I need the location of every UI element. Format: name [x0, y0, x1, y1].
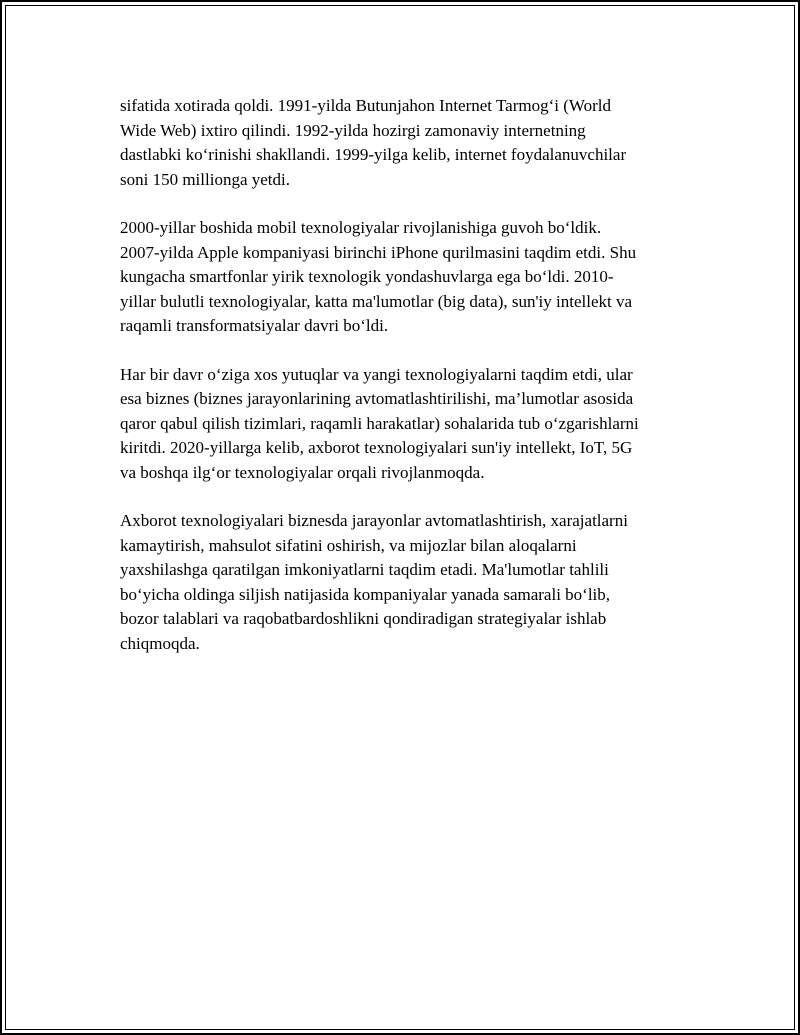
text-line: chiqmoqda. — [120, 633, 200, 653]
text-line: qaror qabul qilish tizimlari, raqamli harakatlar) sohalarida tub o‘zgarishlarni — [120, 413, 639, 433]
text-line: dastlabki ko‘rinishi shakllandi. 1999-yilga kelib, internet foydalanuvchilar — [120, 145, 627, 164]
text-line: bo‘yicha oldinga siljish natijasida kompaniyalar yanada samarali bo‘lib, — [120, 584, 611, 604]
text-line: bozor talablari va raqobatbardoshlikni qondiradigan strategiyalar ishlab — [120, 609, 607, 628]
paragraph-it-in-business — [120, 509, 695, 656]
text-line: Wide Web) ixtiro qilindi. 1992-yilda hozirgi zamonaviy internetning — [120, 120, 586, 140]
text-line: va boshqa ilg‘or texnologiyalar orqali rivojlanmoqda. — [120, 462, 485, 482]
paragraph-internet-history — [120, 94, 695, 192]
text-line: esa biznes (biznes jarayonlarining avtomatlashtirilishi, ma’lumotlar asosida — [120, 389, 634, 408]
document-body — [120, 94, 695, 680]
text-line: kamaytirish, mahsulot sifatini oshirish, va mijozlar bilan aloqalarni — [120, 535, 577, 555]
text-line: 2007-yilda Apple kompaniyasi birinchi iPhone qurilmasini taqdim etdi. Shu — [120, 242, 637, 262]
text-line: yillar bulutli texnologiyalar, katta ma'lumotlar (big data), sun'iy intellekt va — [120, 291, 633, 311]
paragraph-mobile-era — [120, 216, 695, 339]
text-line: soni 150 millionga yetdi. — [120, 169, 290, 189]
text-line: 2000-yillar boshida mobil texnologiyalar rivojlanishiga guvoh bo‘ldik. — [120, 218, 602, 237]
text-line: sifatida xotirada qoldi. 1991-yilda Butunjahon Internet Tarmog‘i (World — [120, 96, 611, 115]
text-line: Axborot texnologiyalari biznesda jarayonlar avtomatlashtirish, xarajatlarni — [120, 511, 628, 530]
paragraph-each-era — [120, 363, 695, 486]
text-line: kungacha smartfonlar yirik texnologik yondashuvlarga ega bo‘ldi. 2010- — [120, 267, 614, 286]
text-line: kiritdi. 2020-yillarga kelib, axborot texnologiyalari sun'iy intellekt, IoT, 5G — [120, 438, 633, 457]
text-line: Har bir davr o‘ziga xos yutuqlar va yangi texnologiyalarni taqdim etdi, ular — [120, 364, 633, 384]
text-line: raqamli transformatsiyalar davri bo‘ldi. — [120, 316, 389, 335]
text-line: yaxshilashga qaratilgan imkoniyatlarni taqdim etadi. Ma'lumotlar tahlili — [120, 560, 609, 579]
